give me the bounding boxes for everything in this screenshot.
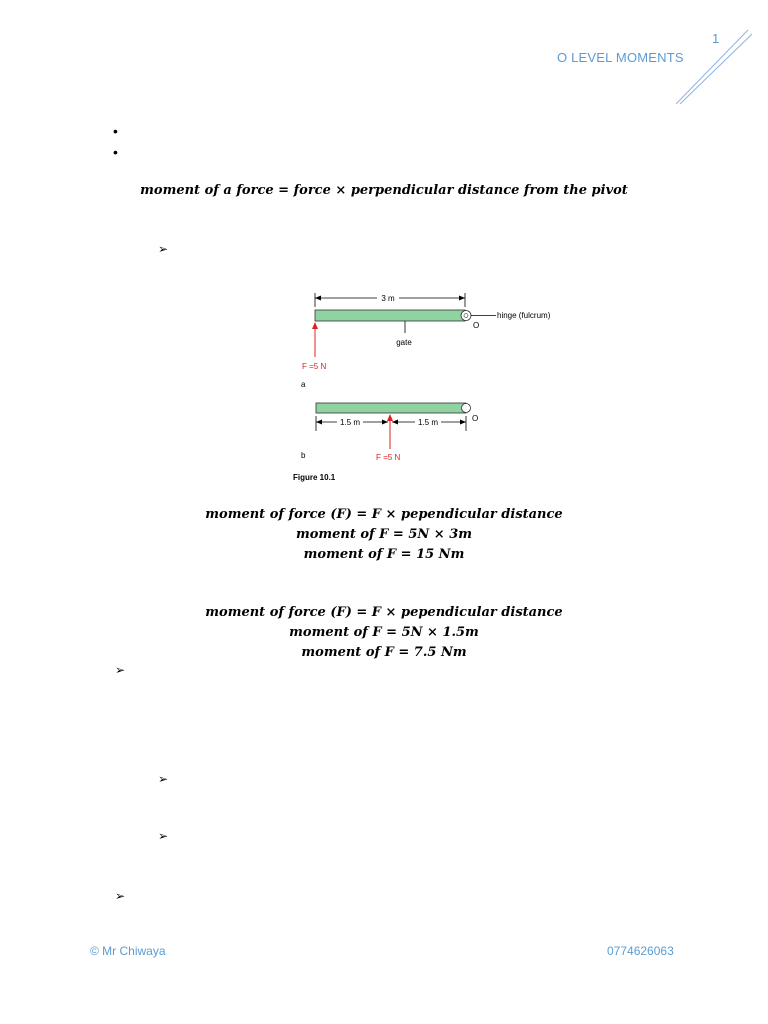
bullet-2: • bbox=[113, 144, 118, 160]
arrow-bullet-1: ➢ bbox=[158, 242, 169, 256]
footer-author: © Mr Chiwaya bbox=[90, 944, 166, 958]
gate-bar-a bbox=[315, 310, 465, 321]
calc-b-line-2: moment of F = 5N × 1.5m bbox=[289, 625, 479, 640]
bullet-1: • bbox=[113, 123, 118, 139]
dim-right-label: 1.5 m bbox=[417, 418, 439, 427]
dim-top-label: 3 m bbox=[381, 294, 395, 303]
moment-definition: moment of a force = force × perpendicular distance from the pivot bbox=[140, 183, 628, 198]
footer-phone: 0774626063 bbox=[607, 944, 674, 958]
figure-caption: Figure 10.1 bbox=[293, 473, 336, 482]
arrow-bullet-4: ➢ bbox=[158, 829, 169, 843]
hinge-icon bbox=[461, 311, 471, 321]
force-arrow-a bbox=[312, 322, 318, 357]
arrow-bullet-2: ➢ bbox=[115, 663, 126, 677]
force-label-b: F =5 N bbox=[376, 453, 401, 462]
header-title: O LEVEL MOMENTS bbox=[557, 50, 684, 65]
calc-a-line-1: moment of force (F) = F × pependicular distance bbox=[205, 507, 563, 522]
pivot-label-b: O bbox=[472, 414, 479, 423]
hinge-label: hinge (fulcrum) bbox=[497, 311, 551, 320]
diagram-label-a: a bbox=[301, 380, 306, 389]
header-decoration bbox=[676, 28, 752, 108]
arrow-bullet-5: ➢ bbox=[115, 889, 126, 903]
pivot-label-a: O bbox=[473, 321, 480, 330]
force-label-a: F =5 N bbox=[302, 362, 327, 371]
gate-bar-b bbox=[316, 403, 466, 413]
gate-label: gate bbox=[396, 338, 412, 347]
calc-a-line-3: moment of F = 15 Nm bbox=[303, 547, 465, 562]
force-arrow-b bbox=[387, 414, 393, 449]
calc-b-line-1: moment of force (F) = F × pependicular distance bbox=[205, 605, 563, 620]
arrow-bullet-3: ➢ bbox=[158, 772, 169, 786]
dimension-3m bbox=[315, 293, 465, 307]
diagram-label-b: b bbox=[301, 451, 306, 460]
calc-b-line-3: moment of F = 7.5 Nm bbox=[301, 645, 467, 660]
figure-10-1 bbox=[285, 285, 585, 485]
dim-left-label: 1.5 m bbox=[339, 418, 361, 427]
calc-a-line-2: moment of F = 5N × 3m bbox=[295, 527, 473, 542]
hinge-icon bbox=[462, 404, 471, 413]
page-number: 1 bbox=[712, 31, 720, 46]
